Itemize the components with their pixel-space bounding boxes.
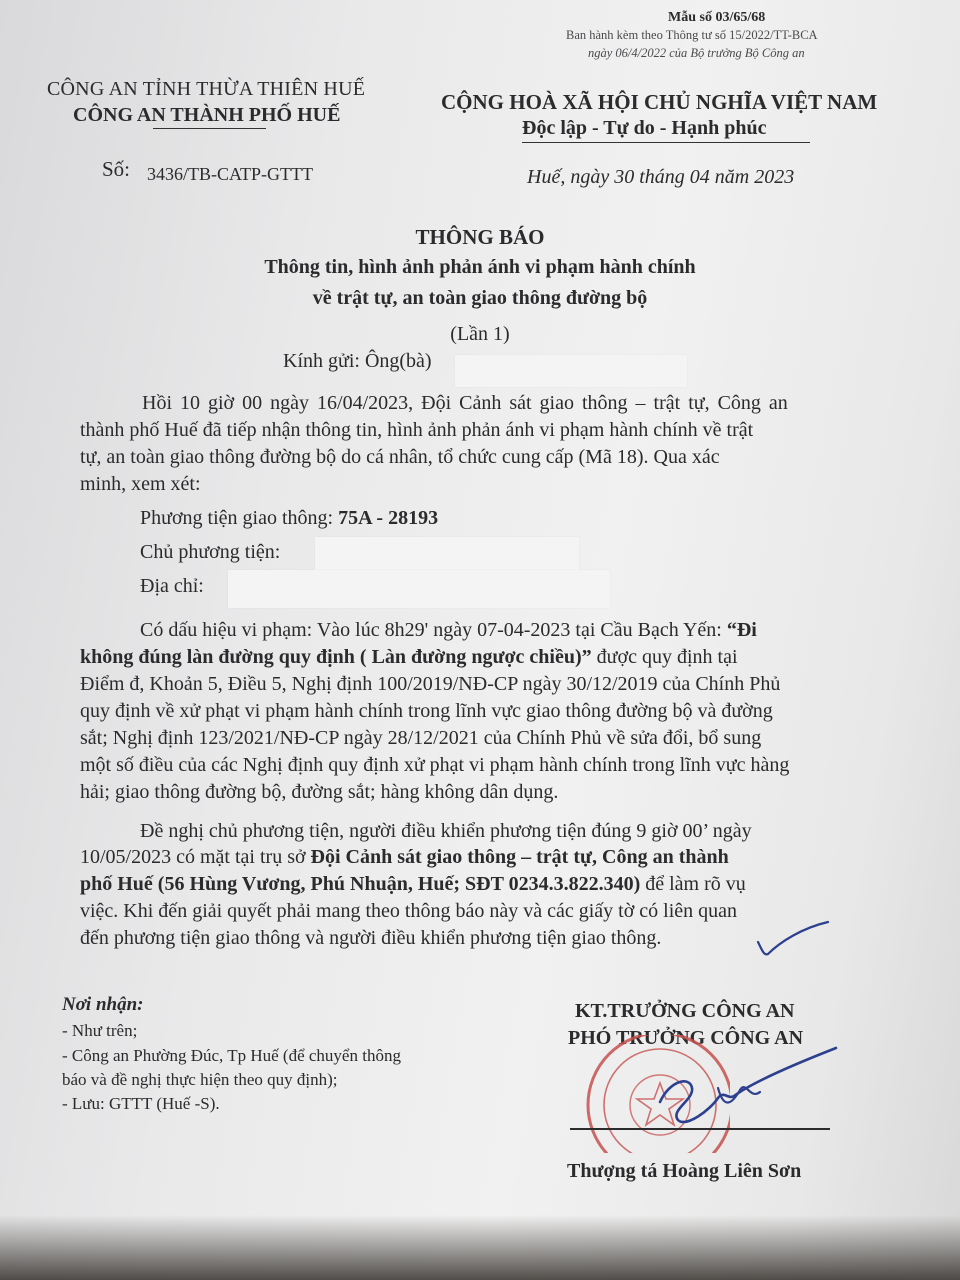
redacted-owner-name (315, 537, 579, 571)
recipient-item: báo và đề nghị thực hiện theo quy định); (62, 1070, 338, 1089)
signature-underline (570, 1128, 830, 1130)
notice-subtitle-2: về trật tự, an toàn giao thông đường bộ (312, 287, 648, 309)
paragraph-2-line-1 (140, 619, 757, 642)
violation-regulated-by: được quy định tại (591, 646, 738, 668)
paragraph-2-line-4: quy định về xử phạt vi phạm hành chính trong lĩnh vực giao thông đường bộ và đường (80, 700, 773, 722)
national-motto: Độc lập - Tự do - Hạnh phúc (522, 117, 767, 139)
agency-underline (153, 128, 266, 129)
notice-title: THÔNG BÁO (415, 225, 545, 249)
recipient-item: - Lưu: GTTT (Huế -S). (62, 1094, 220, 1113)
vehicle-label: Phương tiện giao thông: (140, 507, 334, 529)
paper-shadow (0, 1215, 960, 1280)
document-number-label: Số: (102, 157, 131, 181)
violation-intro: Có dấu hiệu vi phạm: Vào lúc 8h29' ngày 07-04-2023 tại Cầu Bạch Yến: (140, 619, 727, 641)
paragraph-3-line-1: Đề nghị chủ phương tiện, người điều khiển phương tiện đúng 9 giờ 00’ ngày (140, 820, 752, 842)
paragraph-2-line-3: Điểm đ, Khoản 5, Điều 5, Nghị định 100/2019/NĐ-CP ngày 30/12/2019 của Chính Phủ (80, 673, 781, 695)
paragraph-2-line-7: hải; giao thông đường bộ, đường sắt; hàng không dân dụng. (80, 781, 559, 803)
form-issued-by-line-1: Ban hành kèm theo Thông tư số 15/2022/TT-BCA (566, 28, 818, 42)
redacted-address (228, 570, 610, 608)
paragraph-1-line-4: minh, xem xét: (80, 473, 201, 495)
republic-name: CỘNG HOÀ XÃ HỘI CHỦ NGHĨA VIỆT NAM (441, 90, 878, 114)
recipients-label: Nơi nhận: (62, 994, 144, 1015)
document-date: Huế, ngày 30 tháng 04 năm 2023 (527, 166, 795, 188)
purpose: để làm rõ vụ (640, 873, 746, 895)
agency-parent: CÔNG AN TỈNH THỪA THIÊN HUẾ (47, 78, 366, 100)
recipient-item: - Công an Phường Đúc, Tp Huế (để chuyển thông (62, 1046, 401, 1065)
document-number: 3436/TB-CATP-GTTT (147, 164, 313, 184)
paragraph-1-line-1: Hồi 10 giờ 00 ngày 16/04/2023, Đội Cảnh sát giao thông – trật tự, Công an (142, 392, 788, 414)
signer-name: Thượng tá Hoàng Liên Sơn (567, 1160, 802, 1182)
paragraph-3-line-4: việc. Khi đến giải quyết phải mang theo thông báo này và các giấy tờ có liên quan (80, 900, 738, 922)
paragraph-2-line-6: một số điều của các Nghị định quy định xử phạt vi phạm hành chính trong lĩnh vực hàng (80, 754, 790, 776)
violation-quote-start: “Đi (726, 619, 757, 641)
notice-subtitle-1: Thông tin, hình ảnh phản ánh vi phạm hành chính (264, 256, 696, 278)
vehicle-plate: 75A - 28193 (338, 507, 439, 529)
form-number: Mẫu số 03/65/68 (668, 10, 766, 25)
notice-round: (Lần 1) (450, 323, 510, 345)
signature-title-1: KT.TRƯỞNG CÔNG AN (575, 1000, 795, 1022)
owner-label: Chủ phương tiện: (140, 541, 281, 563)
paragraph-3-line-3 (80, 873, 746, 896)
office-name: Đội Cảnh sát giao thông – trật tự, Công an thành (310, 846, 729, 868)
office-address: phố Huế (56 Hùng Vương, Phú Nhuận, Huế; SĐT 0234.3.822.340) (80, 873, 641, 895)
agency-name: CÔNG AN THÀNH PHỐ HUẾ (73, 104, 341, 126)
redacted-recipient-name (455, 355, 687, 387)
pen-tick-mark (750, 912, 830, 962)
form-issued-by-line-2: ngày 06/4/2022 của Bộ trưởng Bộ Công an (588, 46, 805, 60)
signature-title-2: PHÓ TRƯỞNG CÔNG AN (568, 1027, 804, 1049)
appointment-date: 10/05/2023 có mặt tại trụ sở (80, 846, 311, 868)
paragraph-3-line-5: đến phương tiện giao thông và người điều khiển phương tiện giao thông. (80, 927, 662, 949)
paragraph-3-line-2 (80, 846, 729, 869)
paragraph-1-line-2: thành phố Huế đã tiếp nhận thông tin, hình ảnh phản ánh vi phạm hành chính về trật (80, 419, 754, 441)
greeting: Kính gửi: Ông(bà) (283, 350, 432, 372)
paragraph-2-line-5: sắt; Nghị định 123/2021/NĐ-CP ngày 28/12/2021 của Chính Phủ về sửa đổi, bổ sung (80, 727, 762, 749)
vehicle-row (140, 507, 438, 530)
paragraph-1-line-3: tự, an toàn giao thông đường bộ do cá nhân, tổ chức cung cấp (Mã 18). Qua xác (80, 446, 720, 468)
motto-underline (522, 142, 810, 143)
recipient-item: - Như trên; (62, 1021, 138, 1040)
address-label: Địa chỉ: (140, 575, 204, 597)
handwritten-signature (600, 1040, 840, 1140)
violation-description: không đúng làn đường quy định ( Làn đường ngược chiều)” (80, 646, 592, 668)
paragraph-2-line-2 (80, 646, 738, 669)
